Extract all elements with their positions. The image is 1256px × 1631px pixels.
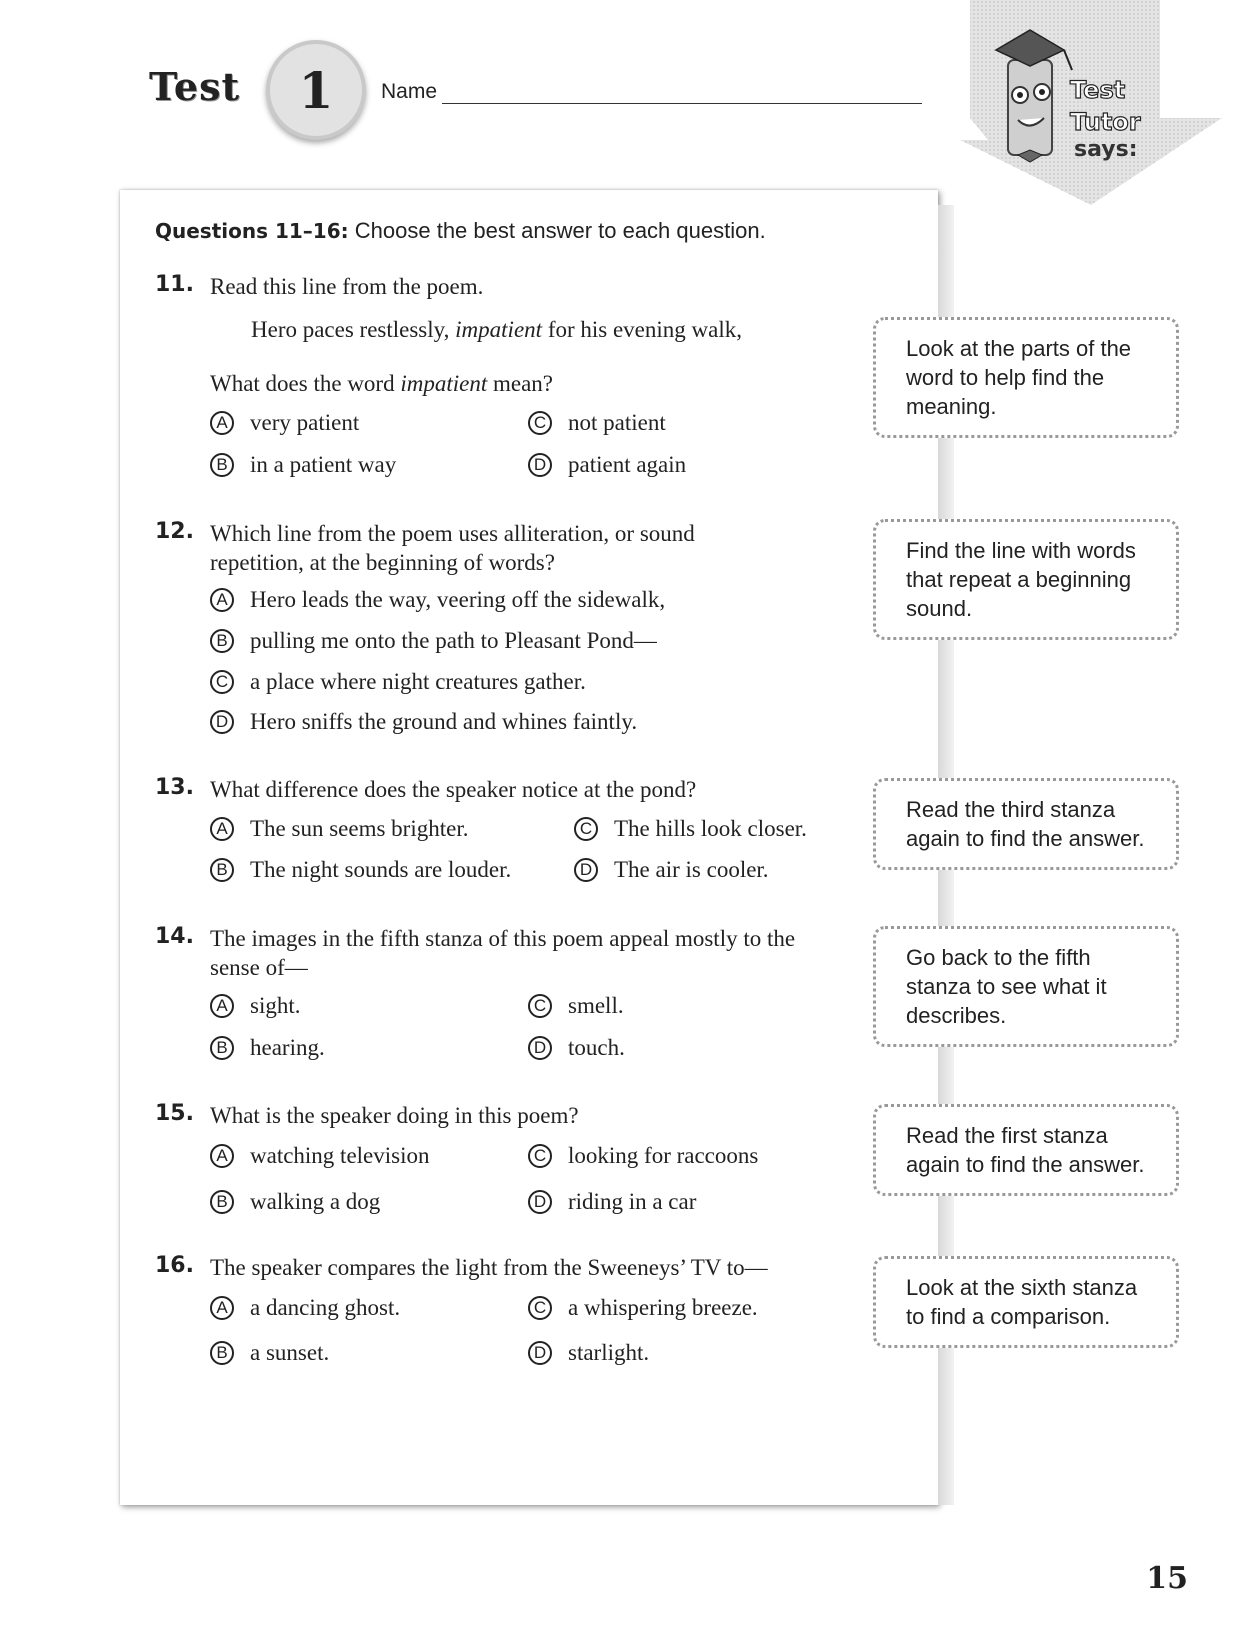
instructions-text: Choose the best answer to each question. <box>354 218 766 243</box>
option-text: smell. <box>568 993 624 1018</box>
tutor-tip: Read the first stanza again to find the answer. <box>873 1104 1179 1196</box>
answer-option[interactable] <box>528 1295 758 1321</box>
tutor-tip: Read the third stanza again to find the answer. <box>873 778 1179 870</box>
option-text: riding in a car <box>568 1189 697 1214</box>
instructions-range: Questions 11–16: <box>155 219 349 243</box>
answer-option[interactable] <box>528 410 666 436</box>
question-number: 15. <box>155 1101 194 1126</box>
tutor-tip: Go back to the fifth stanza to see what it describes. <box>873 926 1179 1047</box>
ask-italic-word: impatient <box>400 371 488 396</box>
bubble-b[interactable]: B <box>210 629 234 653</box>
page-number: 15 <box>1146 1561 1188 1596</box>
bubble-a[interactable]: A <box>210 1144 234 1168</box>
option-text: pulling me onto the path to Pleasant Pond— <box>250 628 657 653</box>
answer-option[interactable] <box>210 410 359 436</box>
name-label: Name <box>381 80 438 103</box>
bubble-c[interactable]: C <box>210 670 234 694</box>
answer-option[interactable] <box>528 993 624 1019</box>
tutor-tip: Look at the sixth stanza to find a comparison. <box>873 1256 1179 1348</box>
question-prompt: Read this line from the poem. <box>210 274 484 299</box>
quote-text: Hero paces restlessly, <box>251 317 456 342</box>
option-text: sight. <box>250 993 301 1018</box>
poem-quote <box>251 315 742 344</box>
tutor-tip: Look at the parts of the word to help find the meaning. <box>873 317 1179 438</box>
answer-option[interactable] <box>210 1143 430 1169</box>
option-text: Hero leads the way, veering off the sidewalk, <box>250 587 666 612</box>
question-prompt: What difference does the speaker notice at the pond? <box>210 777 697 802</box>
bubble-c[interactable]: C <box>528 1296 552 1320</box>
bubble-c[interactable]: C <box>574 817 598 841</box>
option-text: The air is cooler. <box>614 857 769 882</box>
option-text: a dancing ghost. <box>250 1295 401 1320</box>
test-tutor-mascot-icon <box>960 0 1222 205</box>
answer-option[interactable] <box>210 1189 380 1215</box>
tutor-line1: Test <box>1070 76 1126 104</box>
answer-option[interactable] <box>210 587 665 613</box>
answer-option[interactable] <box>574 816 807 842</box>
answer-option[interactable] <box>210 709 637 735</box>
bubble-d[interactable]: D <box>528 1036 552 1060</box>
question-prompt: Which line from the poem uses alliteration, or sound repetition, at the beginning of words? <box>210 521 695 575</box>
answer-option[interactable] <box>528 452 686 478</box>
answer-option[interactable] <box>210 1035 325 1061</box>
option-text: starlight. <box>568 1340 650 1365</box>
bubble-b[interactable]: B <box>210 1036 234 1060</box>
question-number: 11. <box>155 272 194 297</box>
question-prompt: The images in the fifth stanza of this poem appeal mostly to the sense of— <box>210 926 796 980</box>
answer-option[interactable] <box>574 857 769 883</box>
answer-option[interactable] <box>210 993 300 1019</box>
bubble-b[interactable]: B <box>210 1341 234 1365</box>
question-number: 13. <box>155 775 194 800</box>
instructions <box>155 218 766 244</box>
option-text: watching television <box>250 1143 430 1168</box>
answer-option[interactable] <box>210 816 468 842</box>
bubble-d[interactable]: D <box>528 453 552 477</box>
answer-option[interactable] <box>210 669 586 695</box>
option-text: touch. <box>568 1035 625 1060</box>
bubble-b[interactable]: B <box>210 453 234 477</box>
question-number: 14. <box>155 924 194 949</box>
bubble-d[interactable]: D <box>210 710 234 734</box>
option-text: Hero sniffs the ground and whines faintly. <box>250 709 638 734</box>
bubble-a[interactable]: A <box>210 411 234 435</box>
option-text: The hills look closer. <box>614 816 807 841</box>
option-text: a sunset. <box>250 1340 330 1365</box>
question-number: 12. <box>155 519 194 544</box>
answer-option[interactable] <box>528 1340 649 1366</box>
bubble-b[interactable]: B <box>210 1190 234 1214</box>
answer-option[interactable] <box>528 1189 696 1215</box>
option-text: hearing. <box>250 1035 325 1060</box>
quote-text: for his evening walk, <box>542 317 742 342</box>
ask-text: What does the word <box>210 371 401 396</box>
answer-option[interactable] <box>210 1340 329 1366</box>
bubble-b[interactable]: B <box>210 858 234 882</box>
answer-option[interactable] <box>528 1143 758 1169</box>
option-text: a place where night creatures gather. <box>250 669 586 694</box>
bubble-a[interactable]: A <box>210 588 234 612</box>
bubble-a[interactable]: A <box>210 817 234 841</box>
answer-option[interactable] <box>210 452 396 478</box>
option-text: not patient <box>568 410 666 435</box>
answer-option[interactable] <box>210 628 657 654</box>
bubble-a[interactable]: A <box>210 1296 234 1320</box>
test-number-badge: 1 <box>266 40 366 140</box>
option-text: a whispering breeze. <box>568 1295 758 1320</box>
tutor-line3: says: <box>1074 137 1138 162</box>
option-text: patient again <box>568 452 687 477</box>
ask-text: mean? <box>487 371 553 396</box>
test-label: Test <box>149 64 241 109</box>
bubble-c[interactable]: C <box>528 411 552 435</box>
name-input-line[interactable] <box>442 103 922 104</box>
question-prompt: The speaker compares the light from the Sweeneys’ TV to— <box>210 1255 768 1280</box>
bubble-c[interactable]: C <box>528 994 552 1018</box>
bubble-c[interactable]: C <box>528 1144 552 1168</box>
question-prompt: What is the speaker doing in this poem? <box>210 1103 579 1128</box>
option-text: very patient <box>250 410 360 435</box>
bubble-d[interactable]: D <box>574 858 598 882</box>
option-text: The night sounds are louder. <box>250 857 512 882</box>
quote-italic-word: impatient <box>455 317 543 342</box>
option-text: in a patient way <box>250 452 397 477</box>
tutor-tip: Find the line with words that repeat a beginning sound. <box>873 519 1179 640</box>
tutor-line2: Tutor <box>1070 108 1141 136</box>
answer-option[interactable] <box>210 857 511 883</box>
answer-option[interactable] <box>210 1295 400 1321</box>
bubble-a[interactable]: A <box>210 994 234 1018</box>
question-number: 16. <box>155 1253 194 1278</box>
question-ask <box>210 369 553 398</box>
option-text: The sun seems brighter. <box>250 816 469 841</box>
answer-option[interactable] <box>528 1035 625 1061</box>
bubble-d[interactable]: D <box>528 1341 552 1365</box>
option-text: walking a dog <box>250 1189 381 1214</box>
option-text: looking for raccoons <box>568 1143 759 1168</box>
bubble-d[interactable]: D <box>528 1190 552 1214</box>
